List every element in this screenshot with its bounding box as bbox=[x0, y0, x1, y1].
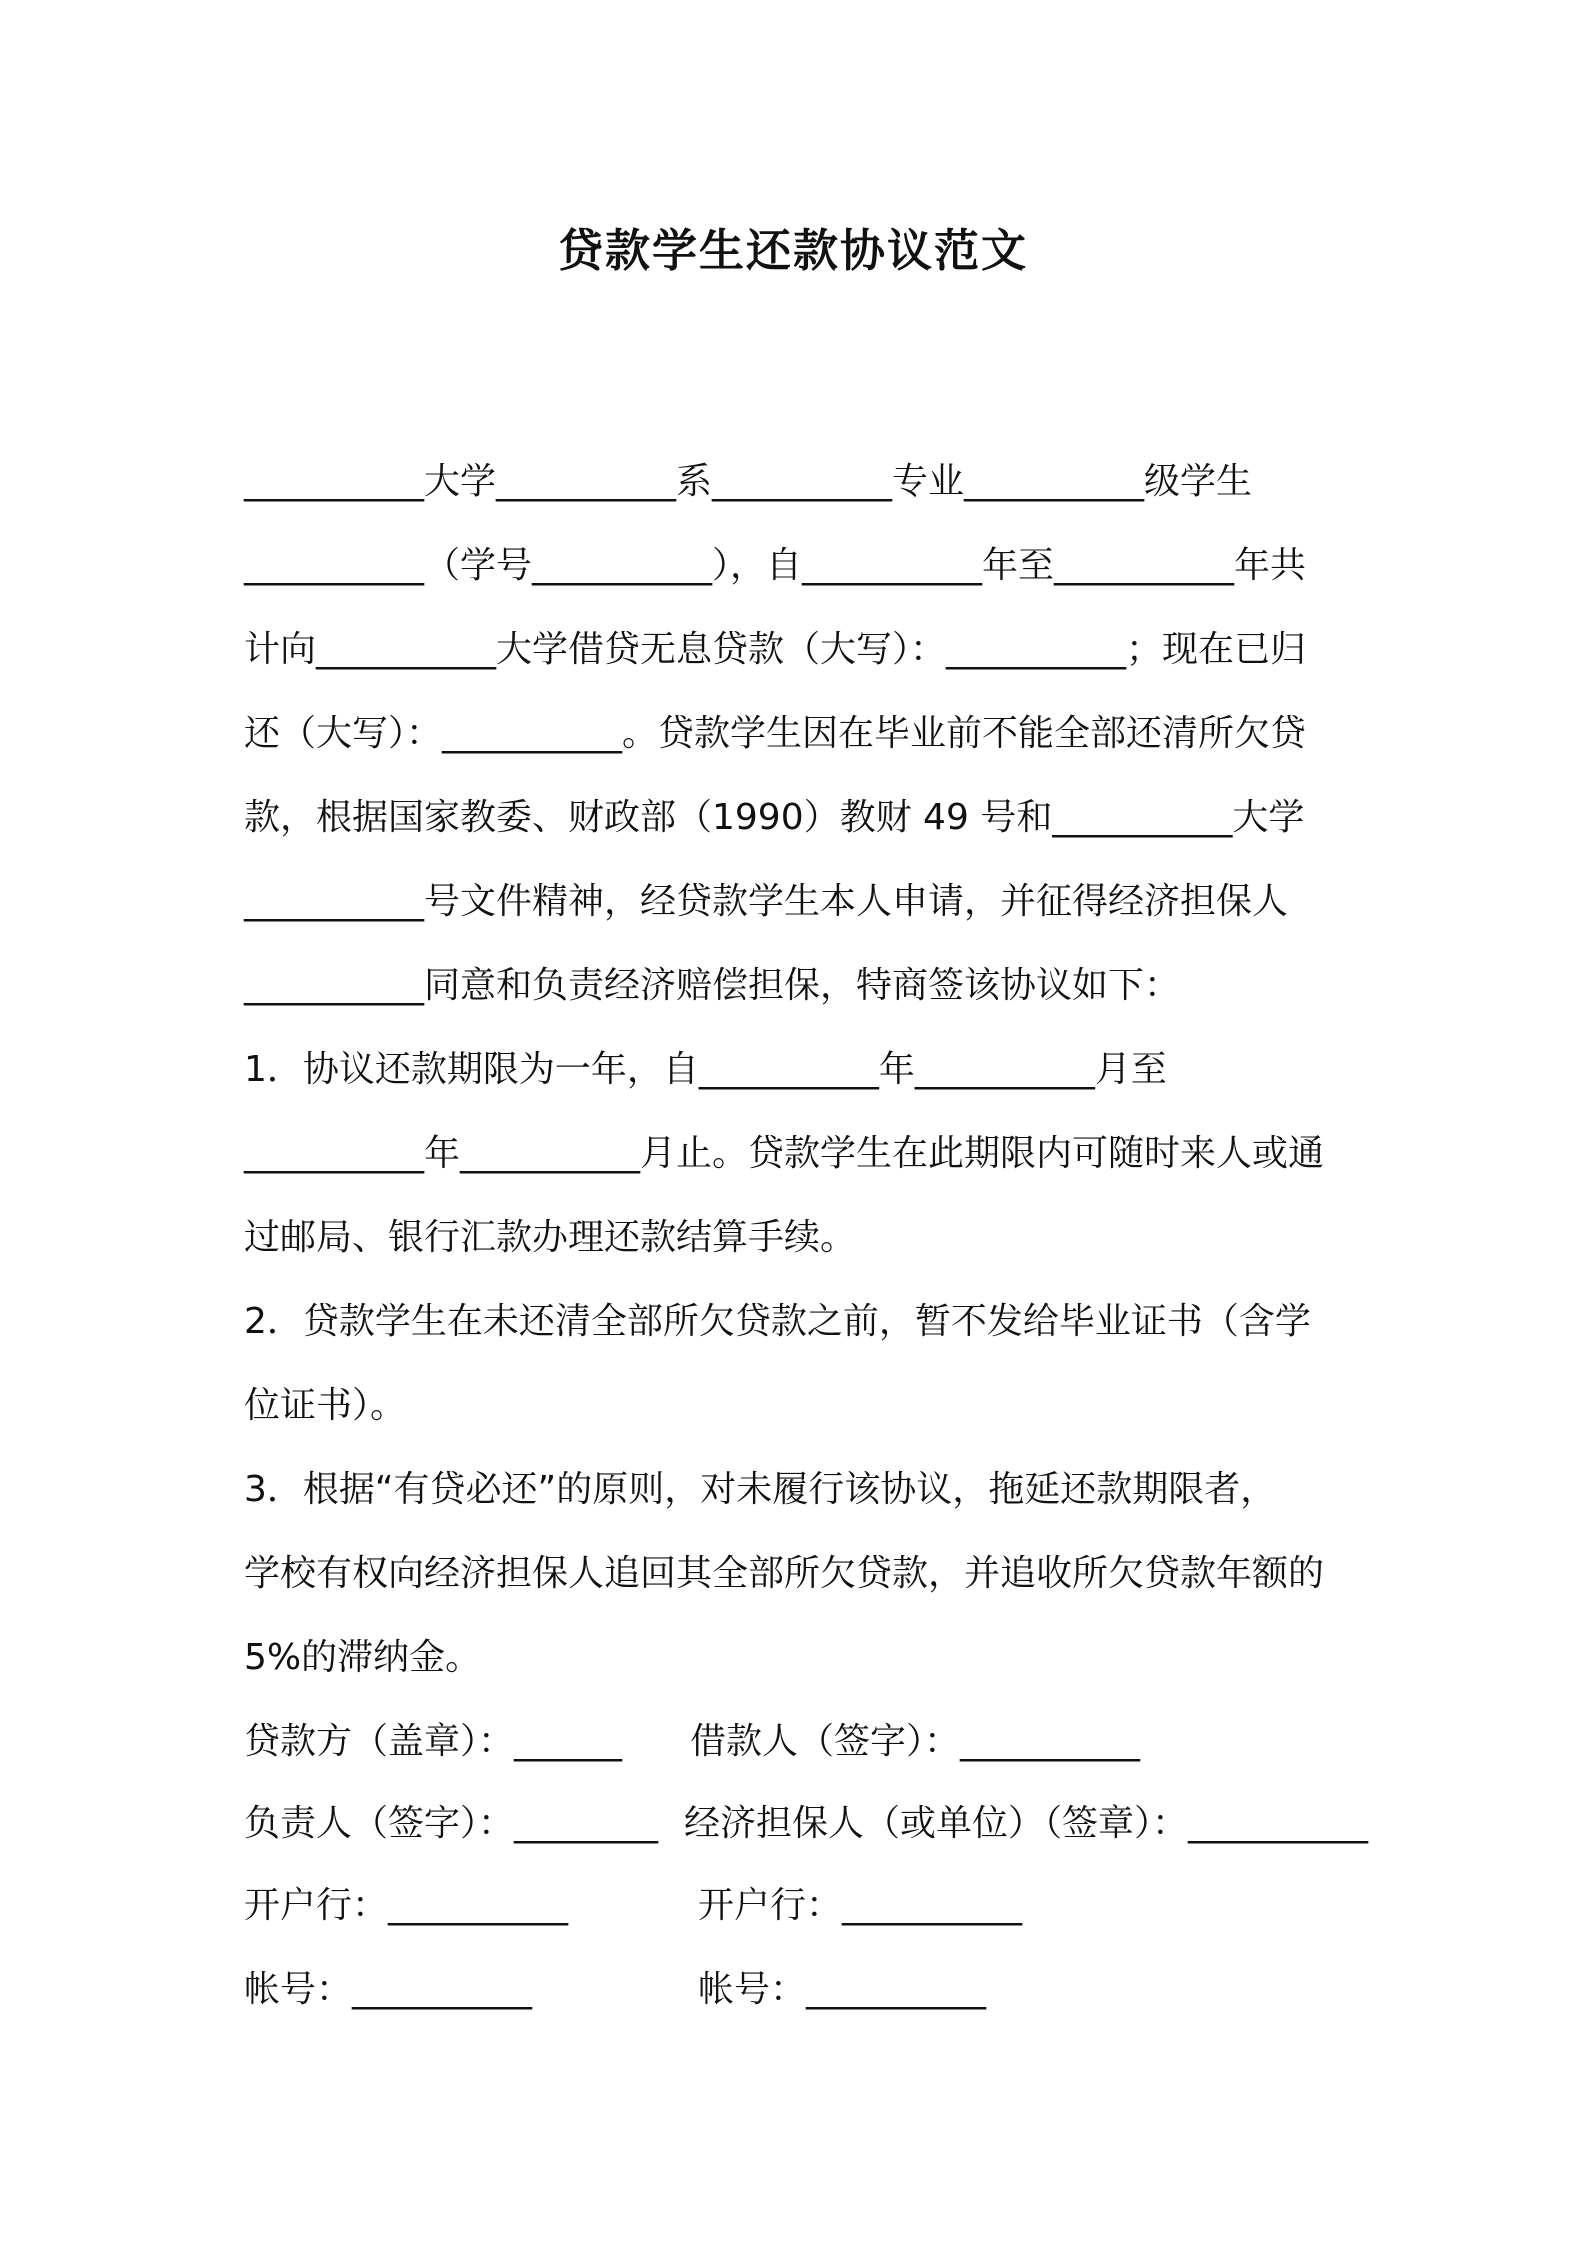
clause-3-line: 5%的滞纳金。 bbox=[244, 1637, 482, 1678]
clause-1-line: 过邮局、银行汇款办理还款结算手续。 bbox=[244, 1217, 857, 1258]
body-line: __________大学__________系__________专业__________级学生 bbox=[244, 461, 1253, 502]
body-line: 还（大写）：__________。贷款学生因在毕业前不能全部还清所欠贷 bbox=[244, 713, 1307, 754]
bank-field-left: 开户行：__________ bbox=[244, 1885, 569, 1926]
body-line: __________号文件精神，经贷款学生本人申请，并征得经济担保人 bbox=[244, 881, 1289, 922]
bank-field-right: 开户行：__________ bbox=[698, 1885, 1023, 1926]
account-field-right: 帐号：__________ bbox=[698, 1969, 987, 2010]
clause-1-line: 1．协议还款期限为一年，自__________年__________月至 bbox=[244, 1049, 1167, 1090]
guarantor-seal-field: 经济担保人（或单位）（签章）：__________ bbox=[684, 1803, 1369, 1844]
clause-1-line: __________年__________月止。贷款学生在此期限内可随时来人或通 bbox=[244, 1133, 1325, 1174]
clause-3-line: 3．根据“有贷必还”的原则，对未履行该协议，拖延还款期限者， bbox=[244, 1469, 1277, 1510]
lender-seal-field: 贷款方（盖章）：______ bbox=[244, 1721, 623, 1762]
body-line: 款，根据国家教委、财政部（1990）教财 49 号和__________大学 bbox=[244, 797, 1305, 838]
clause-2-line: 2．贷款学生在未还清全部所欠贷款之前，暂不发给毕业证书（含学 bbox=[244, 1301, 1311, 1342]
body-line: __________（学号__________），自__________年至__________年共 bbox=[244, 545, 1307, 586]
body-line: 计向__________大学借贷无息贷款（大写）：__________；现在已归 bbox=[244, 629, 1307, 670]
clause-3-line: 学校有权向经济担保人追回其全部所欠贷款，并追收所欠贷款年额的 bbox=[244, 1553, 1325, 1594]
account-field-left: 帐号：__________ bbox=[244, 1969, 533, 2010]
document-title: 贷款学生还款协议范文 bbox=[557, 224, 1028, 277]
clause-2-line: 位证书）。 bbox=[244, 1385, 407, 1426]
borrower-sign-field: 借款人（签字）：__________ bbox=[690, 1721, 1141, 1762]
responsible-sign-field: 负责人（签字）：________ bbox=[244, 1803, 659, 1844]
body-line: __________同意和负责经济赔偿担保，特商签该协议如下： bbox=[244, 965, 1181, 1006]
